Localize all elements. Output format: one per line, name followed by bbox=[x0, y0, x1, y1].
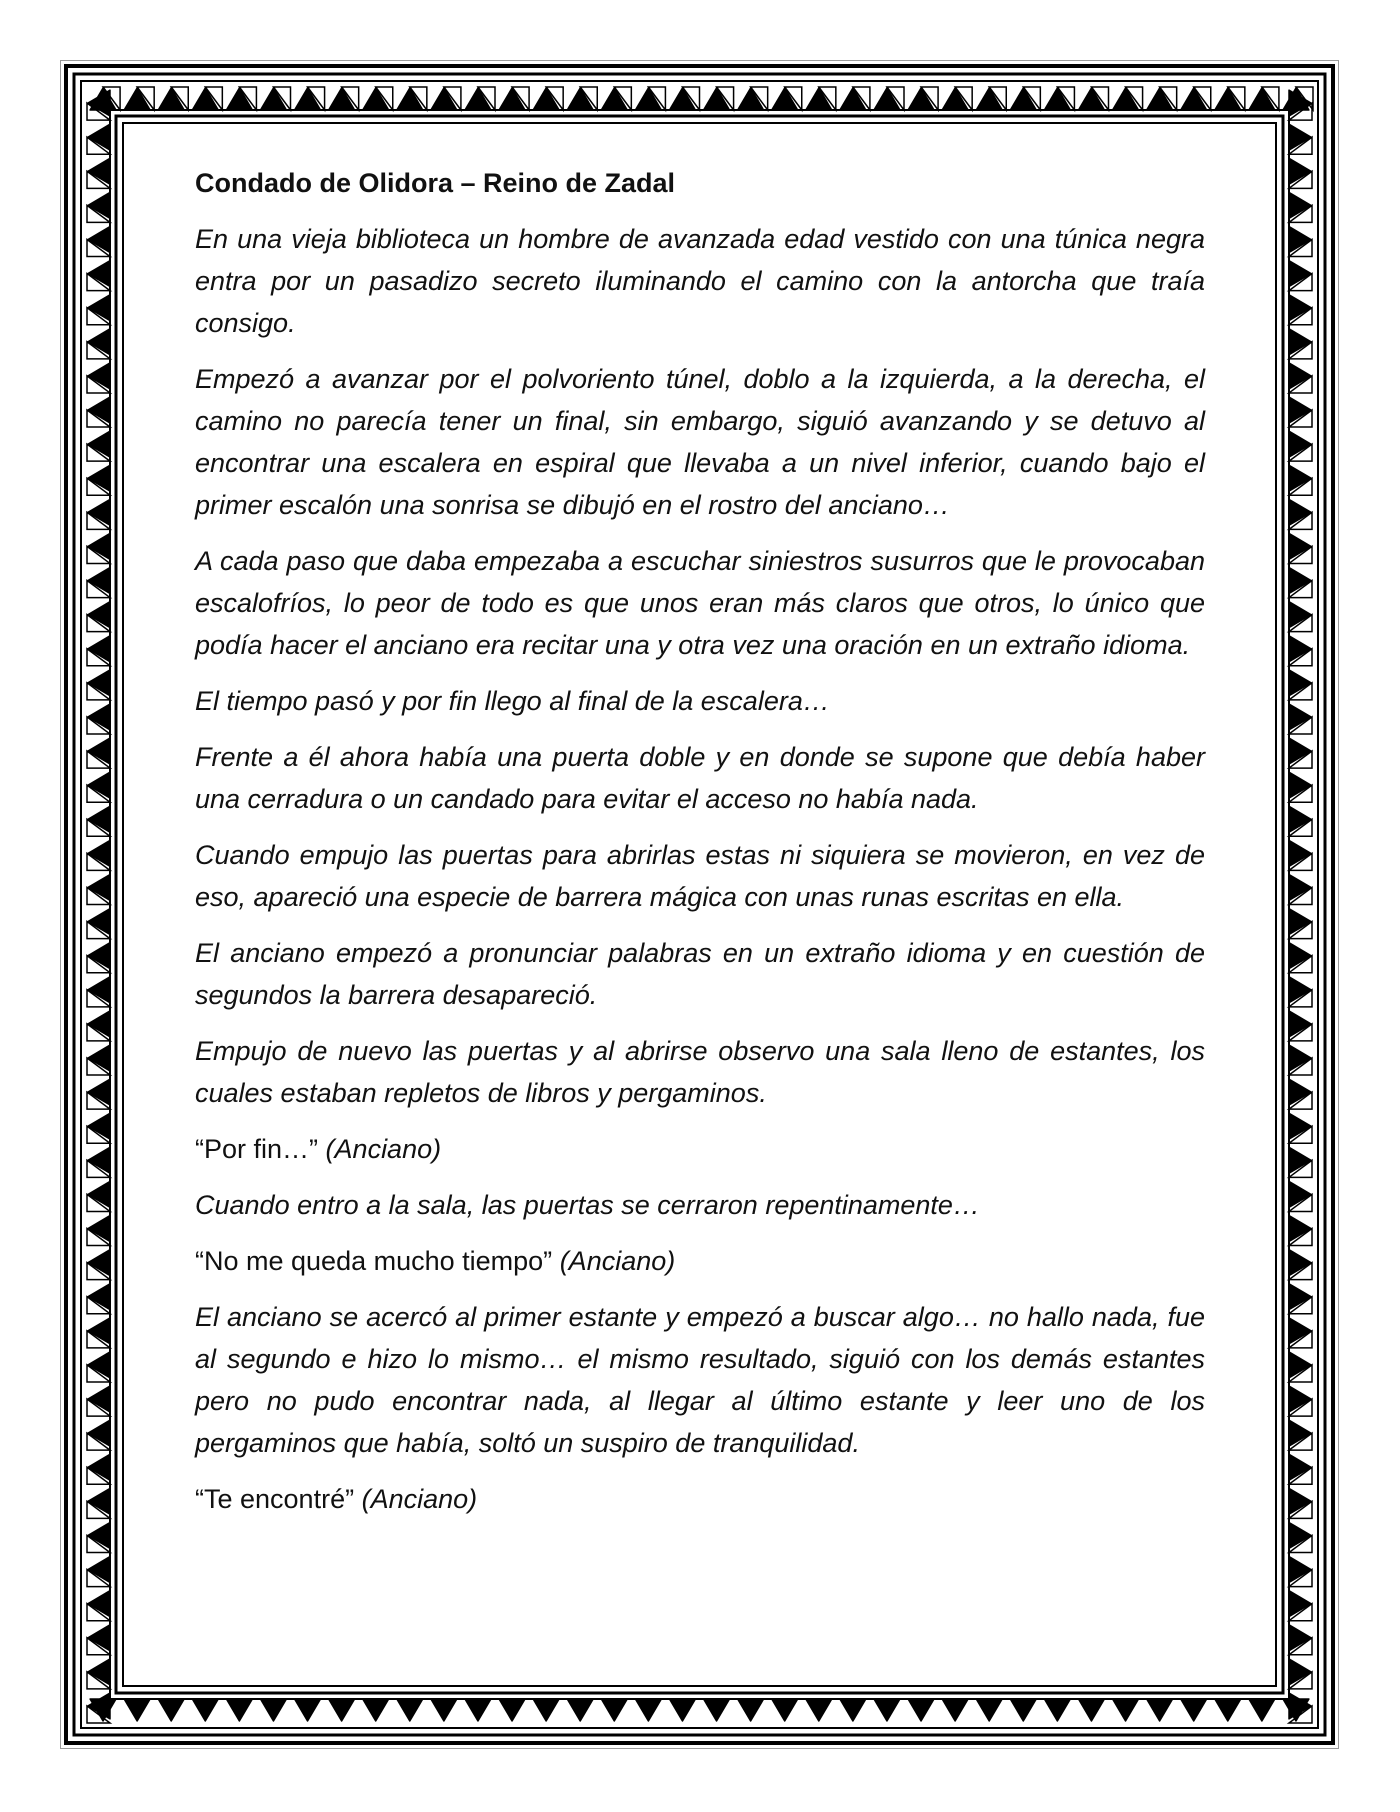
document-body bbox=[195, 162, 1205, 1534]
paragraph: El anciano se acercó al primer estante y empezó a buscar algo… no hallo nada, fue al segundo e hizo lo mismo… el mismo resultado, siguió con los demás estantes pero no pudo encontrar nada, al llegar al último estante y leer uno de los pergaminos que había, soltó un suspiro de tranquilidad. bbox=[195, 1302, 1205, 1458]
dialogue-quote: “Te encontré” bbox=[195, 1484, 355, 1514]
paragraph: Empujo de nuevo las puertas y al abrirse observo una sala lleno de estantes, los cuales estaban repletos de libros y pergaminos. bbox=[195, 1036, 1205, 1108]
dialogue-line bbox=[195, 1478, 1205, 1520]
paragraph: Cuando entro a la sala, las puertas se cerraron repentinamente… bbox=[195, 1190, 980, 1220]
paragraph: Cuando empujo las puertas para abrirlas estas ni siquiera se movieron, en vez de eso, apareció una especie de barrera mágica con unas runas escritas en ella. bbox=[195, 840, 1205, 912]
dialogue-line bbox=[195, 1128, 1205, 1170]
paragraph: El anciano empezó a pronunciar palabras en un extraño idioma y en cuestión de segundos la barrera desapareció. bbox=[195, 938, 1205, 1010]
dialogue-speaker: (Anciano) bbox=[361, 1484, 478, 1514]
paragraph: En una vieja biblioteca un hombre de avanzada edad vestido con una túnica negra entra por un pasadizo secreto iluminando el camino con la antorcha que traía consigo. bbox=[195, 224, 1205, 338]
paragraph: Empezó a avanzar por el polvoriento túnel, doblo a la izquierda, a la derecha, el camino no parecía tener un final, sin embargo, siguió avanzando y se detuvo al encontrar una escalera en espiral que llevaba a un nivel inferior, cuando bajo el primer escalón una sonrisa se dibujó en el rostro del anciano… bbox=[195, 364, 1205, 520]
dialogue-quote: “No me queda mucho tiempo” bbox=[195, 1246, 553, 1276]
dialogue-line bbox=[195, 1240, 1205, 1282]
paragraph: El tiempo pasó y por fin llego al final de la escalera… bbox=[195, 686, 830, 716]
paragraph: A cada paso que daba empezaba a escuchar siniestros susurros que le provocaban escalofríos, lo peor de todo es que unos eran más claros que otros, lo único que podía hacer el anciano era recitar una y otra vez una oración en un extraño idioma. bbox=[195, 546, 1205, 660]
paragraph: Frente a él ahora había una puerta doble y en donde se supone que debía haber una cerradura o un candado para evitar el acceso no había nada. bbox=[195, 742, 1205, 814]
dialogue-speaker: (Anciano) bbox=[559, 1246, 676, 1276]
document-title: Condado de Olidora – Reino de Zadal bbox=[195, 168, 676, 198]
dialogue-speaker: (Anciano) bbox=[325, 1134, 442, 1164]
dialogue-quote: “Por fin…” bbox=[195, 1134, 319, 1164]
